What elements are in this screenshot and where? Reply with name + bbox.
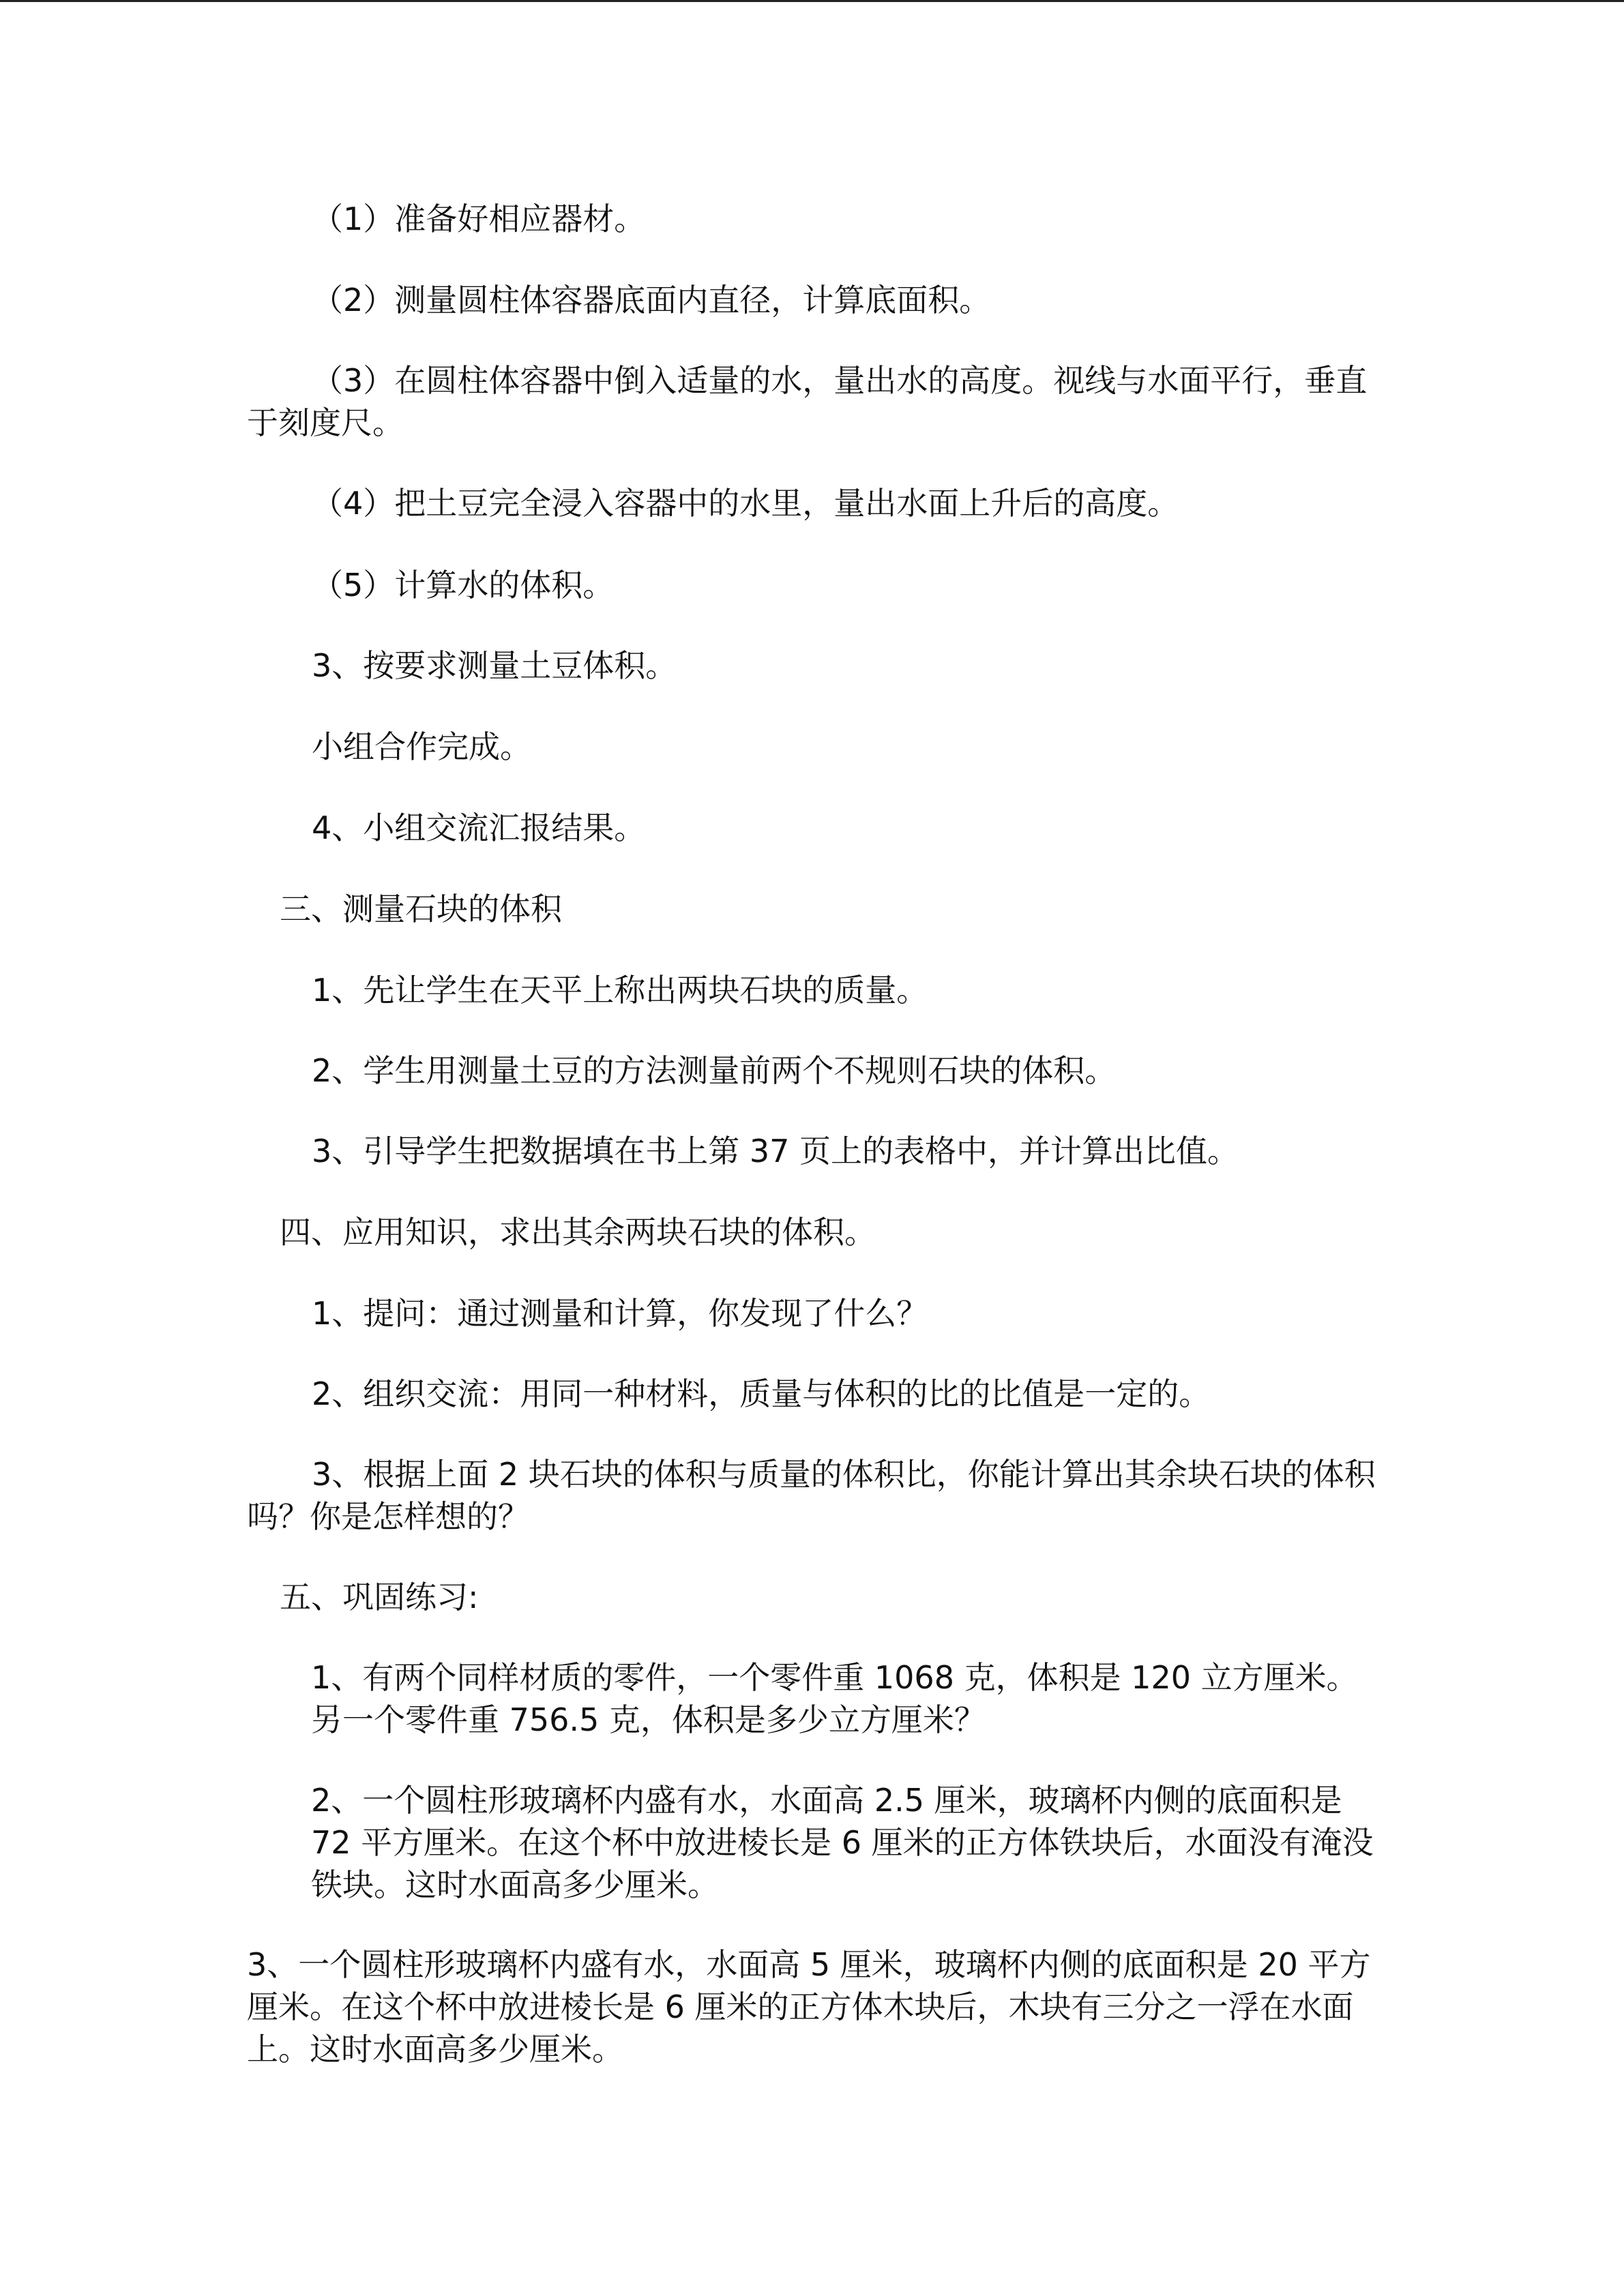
step-1-text: （1）准备好相应器材。 [312,200,646,237]
section-3-item-3: 3、引导学生把数据填在书上第 37 页上的表格中，并计算出比值。 [312,1133,1239,1169]
exercise-1: 1、有两个同样材质的零件，一个零件重 1068 克，体积是 120 立方厘米。另一个零件重 756.5 克，体积是多少立方厘米？ [311,1659,1358,1738]
exercise-3: 3、一个圆柱形玻璃杯内盛有水，水面高 5 厘米，玻璃杯内侧的底面积是 20 平方厘米。在这个杯中放进棱长是 6 厘米的正方体木块后，木块有三分之一浮在水面上。这时水面高多少厘米。 [247,1946,1371,2068]
section-4-item-3: 3、根据上面 2 块石块的体积与质量的体积比，你能计算出其余块石块的体积吗？你是怎样想的？ [247,1456,1376,1535]
section-3-item-1: 1、先让学生在天平上称出两块石块的质量。 [312,972,928,1009]
section-3-heading: 三、测量石块的体积 [280,891,562,927]
section-4-item-1: 1、提问：通过测量和计算，你发现了什么？ [312,1295,928,1332]
section-4-item-2: 2、组织交流：用同一种材料，质量与体积的比的比值是一定的。 [312,1375,1211,1412]
section-5-heading: 五、巩固练习: [280,1579,479,1615]
section-4-heading: 四、应用知识，求出其余两块石块的体积。 [280,1214,876,1251]
exercise-2: 2、一个圆柱形玻璃杯内盛有水，水面高 2.5 厘米，玻璃杯内侧的底面积是 72 平方厘米。在这个杯中放进棱长是 6 厘米的正方体铁块后，水面没有淹没铁块。这时水面高多少厘米。 [311,1782,1374,1903]
item-4-text: 4、小组交流汇报结果。 [312,809,646,846]
item-3-text: 3、按要求测量土豆体积。 [312,647,677,684]
step-3-text: （3）在圆柱体容器中倒入适量的水，量出水的高度。视线与水面平行，垂直于刻度尺。 [247,362,1368,441]
step-2-text: （2）测量圆柱体容器底面内直径，计算底面积。 [312,282,991,318]
step-4-text: （4）把土豆完全浸入容器中的水里，量出水面上升后的高度。 [312,485,1179,522]
group-work-text: 小组合作完成。 [312,728,531,765]
section-3-item-2: 2、学生用测量土豆的方法测量前两个不规则石块的体积。 [312,1052,1117,1089]
step-5-text: （5）计算水的体积。 [312,567,615,603]
